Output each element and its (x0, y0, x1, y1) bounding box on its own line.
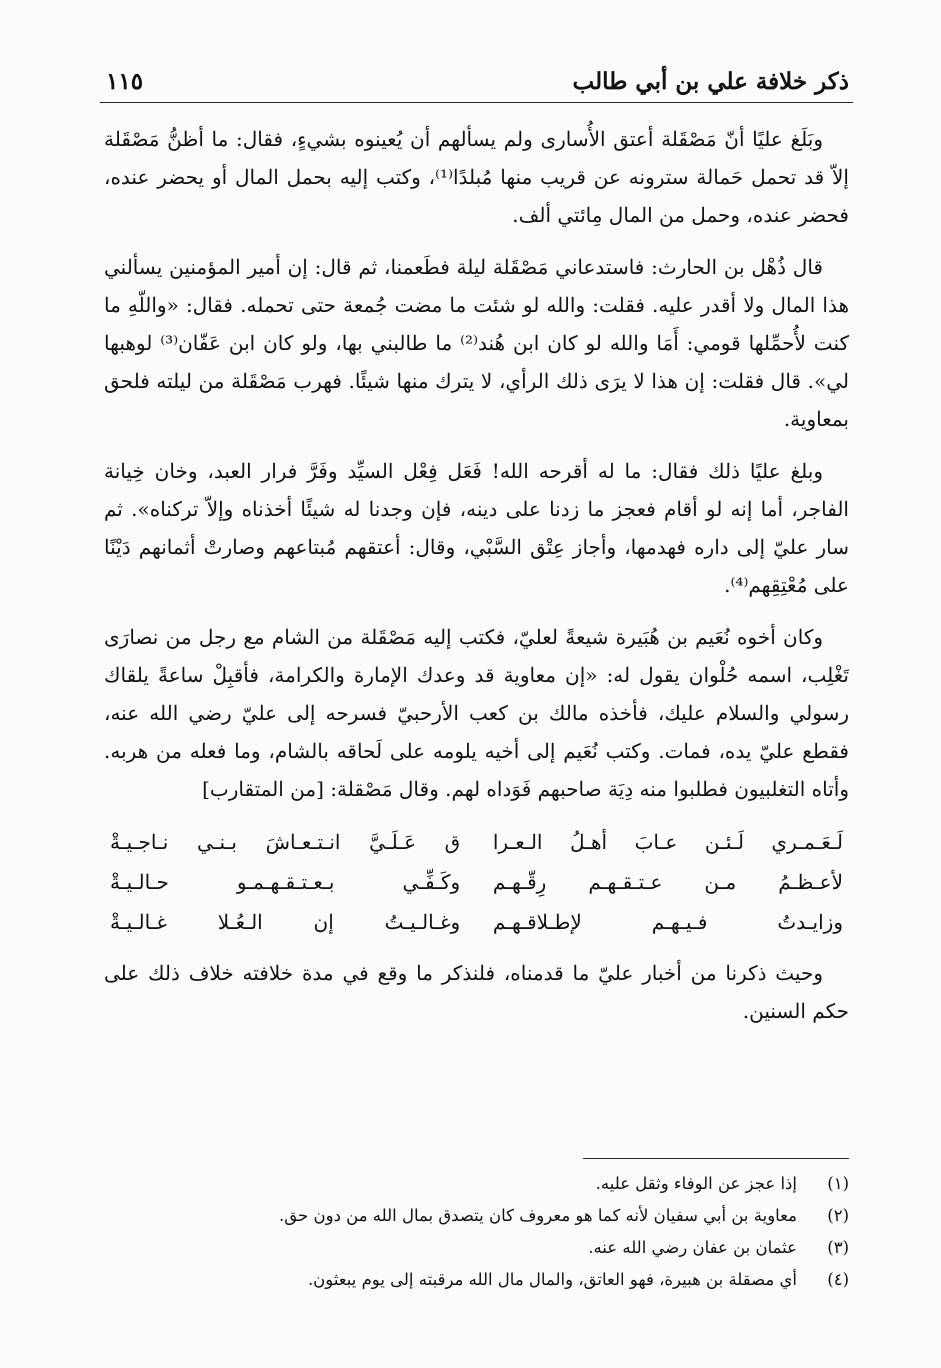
footnote-4 (104, 1264, 849, 1296)
verse-2-first-hemistich: لأعـظـمُ مـن عـتـقـهـم رِقّـهـم (492, 870, 843, 894)
footnote-divider (583, 1158, 849, 1159)
verse-1-first-hemistich: لَـعَـمـري لَـئـن عـابَ أهـلُ الـعـرا (492, 830, 843, 854)
footnote-text: أي مصقلة بن هبيرة، فهو العاتق، والمال مال الله مرقبته إلى يوم يبعثون. (307, 1270, 797, 1289)
verse-1-second-hemistich: ق عَـلَـيَّ انـتـعـاشَ بـنـي نـاجـيـةْ (110, 830, 461, 854)
poem (104, 822, 849, 942)
footnote-text: عثمان بن عفان رضي الله عنه. (588, 1238, 797, 1257)
footnote-number: (٤) (827, 1270, 849, 1289)
paragraph-2: قال ذُهْل بن الحارث: فاستدعاني مَصْقَلة ليلة فطَعمنا، ثم قال: إن أمير المؤمنين يسألني هذا المال ولا أقدر عليه. فقلت: والله لو شئت ما مضت جُمعة حتى تحمله. فقال: «واللّهِ ما كنت لأُحمِّلها قومي: أَمَا والله لو كان ابن هُند⁽²⁾ ما طالبني بها، ولو كان ابن عَفّان⁽³⁾ لوهبها لي». قال فقلت: إن هذا لا يرَى ذلك الرأي، لا يترك منها شيئًا. فهرب مَصْقَلة من ليلته فلحق بمعاوية. (104, 255, 849, 431)
main-text (104, 120, 849, 1044)
footnote-text: معاوية بن أبي سفيان لأنه كما هو معروف كان يتصدق بمال الله من دون حق. (279, 1206, 797, 1225)
paragraph-4: وكان أخوه نُعَيم بن هُبَيرة شيعةً لعليّ، فكتب إليه مَصْقَلة من الشام مع رجل من نصارَى تَغْلِب، اسمه حُلْوان يقول له: «إن معاوية قد وعدك الإمارة والكرامة، فأقبِلْ ساعةً يلقاك رسولي والسلام عليك، فأخذه مالك بن كعب الأرحبيّ فسرحه إلى عليّ رضي الله عنه، فقطع عليّ يده، فمات. وكتب نُعَيم إلى أخيه يلومه على لَحاقه بالشام، وما فعله من هربه. وأتاه التغلبيون فطلبوا منه دِيَة صاحبهم فَوَداه لهم. وقال مَصْقلة: [من المتقارب] (104, 625, 849, 801)
footnote-number: (٢) (827, 1206, 849, 1225)
footnote-number: (٣) (827, 1238, 849, 1257)
poem-verse-3 (104, 902, 849, 942)
paragraph-1: وبَلَغ عليًا أنّ مَصْقَلة أعتق الأُسارى ولم يسألهم أن يُعينوه بشيءٍ، فقال: ما أظنُّ مَصْقَلة إلاّ قد تحمل حَمالة سترونه عن قريب منها مُبلدًا⁽¹⁾، وكتب إليه بحمل المال أو يحضر عنده، فحضر عنده، وحمل من المال مِائتي ألف. (104, 127, 849, 227)
verse-2-second-hemistich: وكَـفِّـي بـعـتـقـهـمـو حـالـيـةْ (110, 870, 461, 894)
poem-verse-2 (104, 862, 849, 902)
footnote-3 (104, 1232, 849, 1264)
paragraph-3: وبلغ عليًا ذلك فقال: ما له أقرحه الله! فَعَل فِعْل السيِّد وفَرَّ فرار العبد، وخان خِيانة الفاجر، أما إنه لو أقام فعجز ما زدنا على دينه، فإن وجدنا له شيئًا أخذناه وإلاّ تركناه». ثم سار عليّ إلى داره فهدمها، وأجاز عِتْق السَّبْي، وقال: أعتقهم مُبتاعهم وصارتْ أثمانهم دَيْنًا على مُعْتِقِهم⁽⁴⁾. (104, 459, 849, 597)
footnote-number: (١) (827, 1174, 849, 1193)
page-number: ١١٥ (106, 68, 144, 95)
running-title: ذكر خلافة علي بن أبي طالب (572, 68, 849, 95)
poem-verse-1 (104, 822, 849, 862)
verse-3-first-hemistich: وزايـدتُ فـيـهـم لإطـلاقـهـم (492, 910, 843, 934)
footnotes (104, 1168, 849, 1296)
footnote-2 (104, 1200, 849, 1232)
footnote-1 (104, 1168, 849, 1200)
page-header (100, 62, 853, 103)
footnote-text: إذا عجز عن الوفاء وثقل عليه. (595, 1174, 797, 1193)
verse-3-second-hemistich: وغـالـيـتُ إن الـعُـلا غـالـيـةْ (110, 910, 461, 934)
closing-paragraph: وحيث ذكرنا من أخبار عليّ ما قدمناه، فلنذكر ما وقع في مدة خلافته خلاف ذلك على حكم السنين. (104, 961, 849, 1023)
